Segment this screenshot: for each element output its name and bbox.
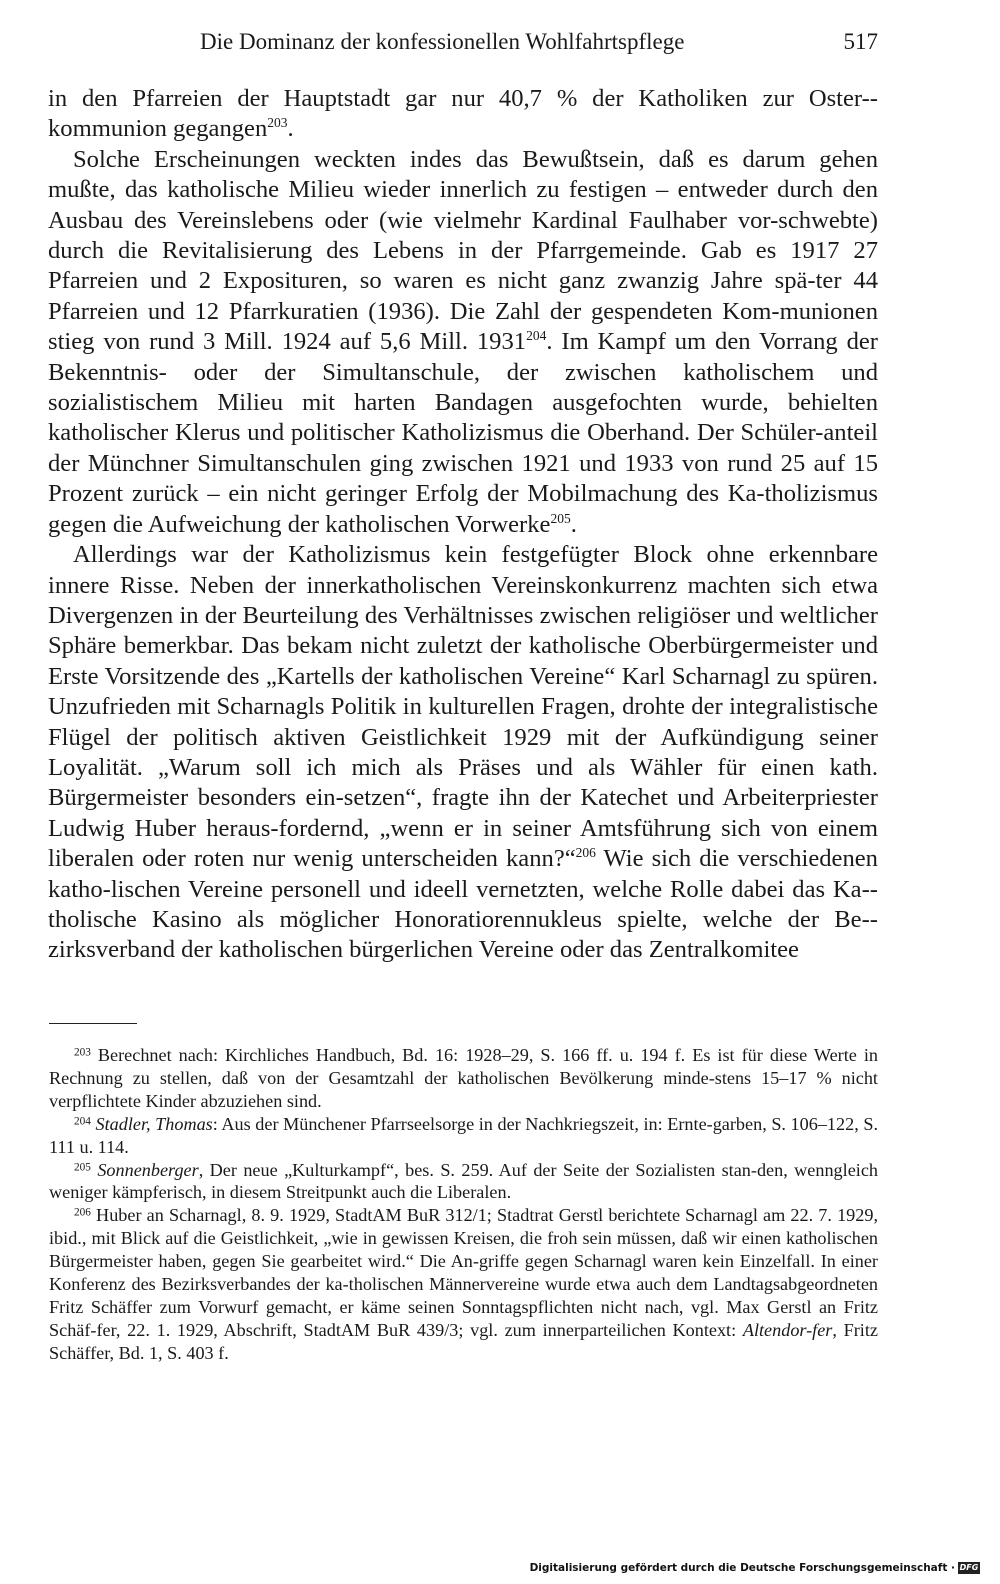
paragraph <box>48 145 878 540</box>
text-run: . <box>287 115 294 143</box>
text-run: Berechnet nach: Kirchliches Handbuch, Bd. 16: 1928–29, S. 166 ff. u. 194 f. Es ist für diese Werte in Rechnung zu stellen, daß von der Gesamtzahl der katholischen Bevölkerung minde-stens 15–17 % nicht verpflichtete Kinder abzuziehen sind. <box>49 1045 878 1111</box>
paragraph <box>48 540 878 966</box>
running-title: Die Dominanz der konfessionellen Wohlfahrtspflege <box>200 29 685 54</box>
dfg-logo: DFG <box>959 1563 979 1572</box>
italic-author-name: Sonnenberger <box>97 1159 199 1180</box>
footnote-reference: 205 <box>550 510 571 526</box>
footer-text: Digitalisierung gefördert durch die Deutsche Forschungsgemeinschaft · <box>529 1562 955 1574</box>
text-run: , Fritz Schäffer, Bd. 1, S. 403 f. <box>49 1319 878 1363</box>
text-run: Huber an Scharnagl, 8. 9. 1929, StadtAM BuR 312/1; Stadtrat Gerstl berichtete Scharnagl am 22. 7. 1929, ibid., mit Blick auf die Geistlichkeit, „wie in gewissen Kreisen, die froh sein müssen, daß wir einen katholischen Bürgermeister haben, gegen Sie gearbeitet wird.“ Die An-griffe gegen Scharnagl waren kein Einzelfall. In einer Konferenz des Bezirksverbandes der ka-tholischen Männervereine wurde etwa auch dem Landtagsabgeordneten Fritz Schäffer zum Vorwurf gemacht, er käme seinen Sonntagspflichten nicht nach, vgl. Max Gerstl an Fritz Schäf-fer, 22. 1. 1929, Abschrift, StadtAM BuR 439/3; vgl. zum innerparteilichen Kontext: <box>49 1205 878 1340</box>
footnote <box>49 1113 878 1159</box>
text-run: . Im Kampf um den Vorrang der Bekenntnis- oder der Simultanschule, der zwischen katholischem und sozialistischem Milieu mit harten Bandagen ausgefochten wurde, behielten katholischer Klerus und politischer Katholizismus die Oberhand. Der Schüler-anteil der Münchner Simultanschulen ging zwischen 1921 und 1933 von rund 25 auf 15 Prozent zurück – ein nicht geringer Erfolg der Mobilmachung des Ka-tholizismus gegen die Aufweichung der katholischen Vorwerke <box>48 328 878 538</box>
footnote-separator <box>49 1023 137 1024</box>
text-run: . <box>570 510 577 538</box>
text-run: , Der neue „Kulturkampf“, bes. S. 259. Auf der Seite der Sozialisten stan-den, wenngleich weniger kämpferisch, in diesem Streitpunkt auch die Liberalen. <box>49 1159 879 1203</box>
digitization-footer <box>530 1561 980 1575</box>
italic-author-name: Altendor-fer <box>742 1319 833 1340</box>
main-text <box>48 84 878 966</box>
footnote-reference: 203 <box>267 115 288 131</box>
footnote-number: 203 <box>74 1046 91 1059</box>
footnote <box>49 1159 878 1205</box>
italic-author-name: Stadler, Thomas <box>95 1113 213 1134</box>
text-run: Allerdings war der Katholizismus kein festgefügter Block ohne erkennbare innere Risse. Neben der innerkatholischen Vereinskonkurrenz machten sich etwa Divergenzen in der Beurteilung des Verhältnisses zwischen religiöser und weltlicher Sphäre bemerkbar. Das bekam nicht zuletzt der katholische Oberbürgermeister und Erste Vorsitzende des „Kartells der katholischen Vereine“ Karl Scharnagl zu spüren. Unzufrieden mit Scharnagls Politik in kulturellen Fragen, drohte der integralistische Flügel der politisch aktiven Geistlichkeit 1929 mit der Aufkündigung seiner Loyalität. „Warum soll ich mich als Präses und als Wähler für einen kath. Bürgermeister besonders ein-setzen“, fragte ihn der Katechet und Arbeiterpriester Ludwig Huber heraus-fordernd, „wenn er in seiner Amtsführung sich von einem liberalen oder roten nur wenig unterscheiden kann?“ <box>48 541 878 873</box>
text-run: in den Pfarreien der Hauptstadt gar nur 40,7 % der Katholiken zur Oster-kommunion gegangen <box>48 85 878 143</box>
footnote-number: 204 <box>74 1115 91 1128</box>
footnote-reference: 206 <box>575 845 596 861</box>
footnote-number: 206 <box>74 1206 91 1219</box>
footnote-number: 205 <box>74 1160 91 1173</box>
text-run: : Aus der Münchener Pfarrseelsorge in der Nachkriegszeit, in: Ernte-garben, S. 106–122, S. 111 u. 114. <box>49 1113 879 1157</box>
running-header <box>200 26 878 58</box>
footnote-reference: 204 <box>526 328 547 344</box>
paragraph <box>48 84 878 145</box>
footnote <box>49 1204 878 1364</box>
footnotes <box>49 1044 878 1365</box>
page-number: 517 <box>843 29 878 54</box>
footnote <box>49 1044 878 1113</box>
text-run: Solche Erscheinungen weckten indes das Bewußtsein, daß es darum gehen mußte, das katholische Milieu wieder innerlich zu festigen – entweder durch den Ausbau des Vereinslebens oder (wie vielmehr Kardinal Faulhaber vor-schwebte) durch die Revitalisierung des Lebens in der Pfarrgemeinde. Gab es 1917 27 Pfarreien und 2 Exposituren, so waren es nicht ganz zwanzig Jahre spä-ter 44 Pfarreien und 12 Pfarrkuratien (1936). Die Zahl der gespendeten Kom-munionen stieg von rund 3 Mill. 1924 auf 5,6 Mill. 1931 <box>48 145 878 356</box>
text-run: Wie sich die verschiedenen katho-lischen Vereine personell und ideell vernetzten, welche Rolle dabei das Ka-tholische Kasino als möglicher Honoratiorennukleus spielte, welche der Be-zirksverband der katholischen bürgerlichen Vereine oder das Zentralkomitee <box>48 845 878 964</box>
